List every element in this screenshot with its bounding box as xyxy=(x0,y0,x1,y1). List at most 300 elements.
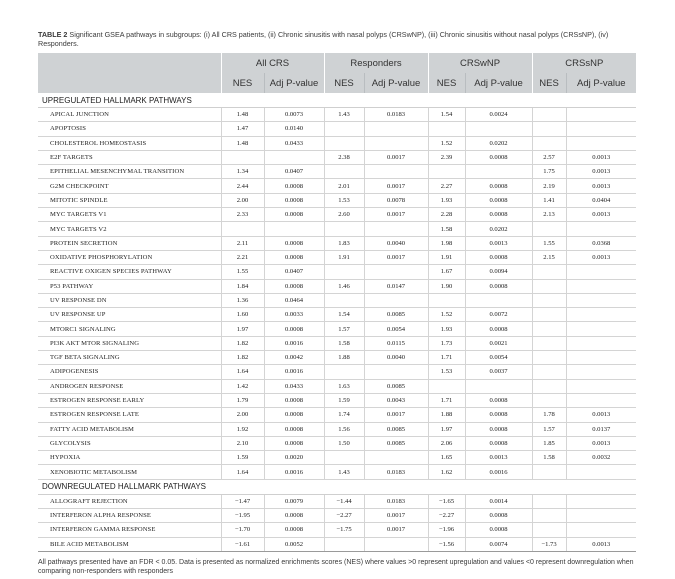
pathway-name: CHOLESTEROL HOMEOSTASIS xyxy=(38,136,221,150)
adj-p-cell xyxy=(264,150,324,164)
adj-p-cell xyxy=(566,122,636,136)
pathway-name: FATTY ACID METABOLISM xyxy=(38,422,221,436)
table-row xyxy=(38,136,636,150)
nes-cell: 1.74 xyxy=(324,408,364,422)
nes-cell: 1.73 xyxy=(428,336,465,350)
nes-cell xyxy=(532,351,566,365)
nes-cell: −2.27 xyxy=(324,509,364,523)
adj-p-cell: 0.0008 xyxy=(465,208,532,222)
subheader-nes: NES xyxy=(532,73,566,93)
table-row xyxy=(38,351,636,365)
pathway-name: MITOTIC SPINDLE xyxy=(38,193,221,207)
adj-p-cell: 0.0073 xyxy=(264,108,324,122)
table-row xyxy=(38,379,636,393)
nes-cell: 1.59 xyxy=(324,393,364,407)
adj-p-cell: 0.0013 xyxy=(566,537,636,551)
nes-cell: 2.27 xyxy=(428,179,465,193)
table-row xyxy=(38,465,636,479)
adj-p-cell: 0.0008 xyxy=(465,422,532,436)
table-row xyxy=(38,336,636,350)
adj-p-cell: 0.0183 xyxy=(364,108,428,122)
adj-p-cell xyxy=(364,537,428,551)
adj-p-cell xyxy=(264,222,324,236)
pathway-name: APICAL JUNCTION xyxy=(38,108,221,122)
table-row xyxy=(38,322,636,336)
nes-cell xyxy=(532,222,566,236)
nes-cell: 1.91 xyxy=(428,250,465,264)
adj-p-cell xyxy=(566,279,636,293)
adj-p-cell: 0.0407 xyxy=(264,165,324,179)
nes-cell xyxy=(428,379,465,393)
nes-cell: 1.82 xyxy=(221,336,264,350)
adj-p-cell: 0.0017 xyxy=(364,150,428,164)
nes-cell: 2.10 xyxy=(221,436,264,450)
adj-p-cell: 0.0008 xyxy=(465,279,532,293)
pathway-name: G2M CHECKPOINT xyxy=(38,179,221,193)
nes-cell: 1.60 xyxy=(221,308,264,322)
adj-p-cell: 0.0021 xyxy=(465,336,532,350)
adj-p-cell: 0.0140 xyxy=(264,122,324,136)
pathway-name: XENOBIOTIC METABOLISM xyxy=(38,465,221,479)
nes-cell xyxy=(324,165,364,179)
nes-cell xyxy=(532,379,566,393)
table-row xyxy=(38,250,636,264)
adj-p-cell xyxy=(465,293,532,307)
adj-p-cell: 0.0137 xyxy=(566,422,636,436)
nes-cell: 1.67 xyxy=(428,265,465,279)
adj-p-cell: 0.0017 xyxy=(364,523,428,537)
nes-cell: 1.63 xyxy=(324,379,364,393)
adj-p-cell: 0.0008 xyxy=(264,193,324,207)
adj-p-cell xyxy=(566,293,636,307)
adj-p-cell xyxy=(364,293,428,307)
nes-cell: −2.27 xyxy=(428,509,465,523)
nes-cell xyxy=(221,150,264,164)
nes-cell xyxy=(428,165,465,179)
pathway-name: MTORC1 SIGNALING xyxy=(38,322,221,336)
nes-cell: 1.50 xyxy=(324,436,364,450)
adj-p-cell xyxy=(364,265,428,279)
gsea-table xyxy=(38,53,636,552)
table-row xyxy=(38,308,636,322)
subheader-adj-p: Adj P-value xyxy=(264,73,324,93)
pathway-name: MYC TARGETS V2 xyxy=(38,222,221,236)
adj-p-cell xyxy=(566,265,636,279)
nes-cell: 1.43 xyxy=(324,465,364,479)
adj-p-cell xyxy=(364,365,428,379)
nes-cell xyxy=(324,451,364,465)
adj-p-cell: 0.0017 xyxy=(364,179,428,193)
table-row xyxy=(38,451,636,465)
nes-cell: 1.97 xyxy=(428,422,465,436)
nes-cell: 2.15 xyxy=(532,250,566,264)
table-row xyxy=(38,208,636,222)
nes-cell: 1.58 xyxy=(324,336,364,350)
adj-p-cell: 0.0008 xyxy=(264,208,324,222)
nes-cell: 1.64 xyxy=(221,365,264,379)
nes-cell: 1.88 xyxy=(324,351,364,365)
group-header-all-crs: All CRS xyxy=(221,53,324,73)
pathway-name: INTERFERON ALPHA RESPONSE xyxy=(38,509,221,523)
nes-cell: 2.19 xyxy=(532,179,566,193)
adj-p-cell xyxy=(566,465,636,479)
adj-p-cell: 0.0017 xyxy=(364,509,428,523)
adj-p-cell xyxy=(566,351,636,365)
nes-cell: 1.57 xyxy=(324,322,364,336)
adj-p-cell: 0.0013 xyxy=(566,179,636,193)
adj-p-cell: 0.0043 xyxy=(364,393,428,407)
adj-p-cell: 0.0433 xyxy=(264,379,324,393)
adj-p-cell: 0.0079 xyxy=(264,494,324,508)
adj-p-cell: 0.0407 xyxy=(264,265,324,279)
adj-p-cell xyxy=(465,122,532,136)
nes-cell: 1.52 xyxy=(428,308,465,322)
adj-p-cell xyxy=(566,322,636,336)
nes-cell xyxy=(221,222,264,236)
pathway-name: ESTROGEN RESPONSE LATE xyxy=(38,408,221,422)
adj-p-cell xyxy=(465,379,532,393)
adj-p-cell: 0.0040 xyxy=(364,351,428,365)
adj-p-cell: 0.0013 xyxy=(465,451,532,465)
subheader-nes: NES xyxy=(324,73,364,93)
table-footnote: All pathways presented have an FDR < 0.05. Data is presented as normalized enrichments scores (NES) where values >0 represent upregulation and values <0 represent downregulation when comparing non-responders with responders xyxy=(38,558,634,576)
adj-p-cell: 0.0037 xyxy=(465,365,532,379)
pathway-name: GLYCOLYSIS xyxy=(38,436,221,450)
nes-cell: 1.90 xyxy=(428,279,465,293)
table-row xyxy=(38,193,636,207)
nes-cell: 1.54 xyxy=(428,108,465,122)
pathway-name: ESTROGEN RESPONSE EARLY xyxy=(38,393,221,407)
nes-cell: 1.52 xyxy=(428,136,465,150)
adj-p-cell xyxy=(566,379,636,393)
nes-cell: 1.56 xyxy=(324,422,364,436)
pathway-name: PI3K AKT MTOR SIGNALING xyxy=(38,336,221,350)
nes-cell xyxy=(324,136,364,150)
nes-cell: 2.60 xyxy=(324,208,364,222)
adj-p-cell: 0.0008 xyxy=(465,179,532,193)
nes-cell: −1.95 xyxy=(221,509,264,523)
adj-p-cell: 0.0115 xyxy=(364,336,428,350)
adj-p-cell: 0.0085 xyxy=(364,422,428,436)
nes-cell xyxy=(324,293,364,307)
group-header-crswnp: CRSwNP xyxy=(428,53,532,73)
adj-p-cell: 0.0008 xyxy=(264,179,324,193)
table-row xyxy=(38,537,636,551)
nes-cell: 2.28 xyxy=(428,208,465,222)
table-body xyxy=(38,93,636,551)
nes-cell: 2.01 xyxy=(324,179,364,193)
adj-p-cell: 0.0017 xyxy=(364,408,428,422)
pathway-name: EPITHELIAL MESENCHYMAL TRANSITION xyxy=(38,165,221,179)
nes-cell: 1.71 xyxy=(428,351,465,365)
table-row xyxy=(38,393,636,407)
nes-cell: 1.47 xyxy=(221,122,264,136)
nes-cell xyxy=(532,523,566,537)
pathway-name: REACTIVE OXIGEN SPECIES PATHWAY xyxy=(38,265,221,279)
nes-cell: −1.47 xyxy=(221,494,264,508)
adj-p-cell xyxy=(364,165,428,179)
adj-p-cell: 0.0008 xyxy=(465,393,532,407)
pathway-name: MYC TARGETS V1 xyxy=(38,208,221,222)
nes-cell: 1.79 xyxy=(221,393,264,407)
adj-p-cell: 0.0008 xyxy=(264,322,324,336)
pathway-name: ADIPOGENESIS xyxy=(38,365,221,379)
header-blank xyxy=(38,53,221,73)
adj-p-cell: 0.0016 xyxy=(264,336,324,350)
nes-cell: −1.61 xyxy=(221,537,264,551)
nes-cell: 2.00 xyxy=(221,193,264,207)
adj-p-cell: 0.0085 xyxy=(364,379,428,393)
section-header-row xyxy=(38,93,636,108)
nes-cell xyxy=(532,108,566,122)
nes-cell: −1.44 xyxy=(324,494,364,508)
adj-p-cell xyxy=(364,122,428,136)
adj-p-cell: 0.0024 xyxy=(465,108,532,122)
nes-cell: 1.48 xyxy=(221,108,264,122)
pathway-name: OXIDATIVE PHOSPHORYLATION xyxy=(38,250,221,264)
adj-p-cell xyxy=(566,509,636,523)
nes-cell xyxy=(532,465,566,479)
nes-cell: 1.65 xyxy=(428,451,465,465)
group-header-responders: Responders xyxy=(324,53,428,73)
table-row xyxy=(38,122,636,136)
group-header-crssnp: CRSsNP xyxy=(532,53,636,73)
pathway-name: ALLOGRAFT REJECTION xyxy=(38,494,221,508)
table-page xyxy=(38,30,636,577)
adj-p-cell xyxy=(566,222,636,236)
nes-cell xyxy=(532,365,566,379)
adj-p-cell: 0.0054 xyxy=(364,322,428,336)
adj-p-cell xyxy=(364,136,428,150)
nes-cell: −1.70 xyxy=(221,523,264,537)
table-row xyxy=(38,236,636,250)
adj-p-cell xyxy=(566,393,636,407)
nes-cell: 1.82 xyxy=(221,351,264,365)
pathway-name: UV RESPONSE DN xyxy=(38,293,221,307)
adj-p-cell: 0.0202 xyxy=(465,136,532,150)
adj-p-cell xyxy=(566,494,636,508)
nes-cell xyxy=(532,136,566,150)
adj-p-cell xyxy=(465,165,532,179)
adj-p-cell: 0.0016 xyxy=(465,465,532,479)
table-caption-label: TABLE 2 xyxy=(38,30,68,39)
nes-cell: −1.75 xyxy=(324,523,364,537)
nes-cell: 1.36 xyxy=(221,293,264,307)
adj-p-cell: 0.0013 xyxy=(566,150,636,164)
table-row xyxy=(38,179,636,193)
nes-cell xyxy=(532,279,566,293)
nes-cell: 2.00 xyxy=(221,408,264,422)
nes-cell: 2.39 xyxy=(428,150,465,164)
adj-p-cell: 0.0033 xyxy=(264,308,324,322)
nes-cell xyxy=(532,336,566,350)
nes-cell: 1.98 xyxy=(428,236,465,250)
pathway-name: ANDROGEN RESPONSE xyxy=(38,379,221,393)
section-title: DOWNREGULATED HALLMARK PATHWAYS xyxy=(38,479,636,494)
nes-cell xyxy=(324,222,364,236)
adj-p-cell: 0.0008 xyxy=(264,523,324,537)
pathway-name: PROTEIN SECRETION xyxy=(38,236,221,250)
nes-cell: 2.13 xyxy=(532,208,566,222)
nes-cell: 1.42 xyxy=(221,379,264,393)
adj-p-cell: 0.0017 xyxy=(364,208,428,222)
adj-p-cell xyxy=(364,451,428,465)
nes-cell: 1.75 xyxy=(532,165,566,179)
adj-p-cell: 0.0183 xyxy=(364,494,428,508)
adj-p-cell: 0.0013 xyxy=(566,250,636,264)
table-row xyxy=(38,108,636,122)
table-row xyxy=(38,422,636,436)
nes-cell: 1.92 xyxy=(221,422,264,436)
nes-cell xyxy=(428,293,465,307)
nes-cell: 1.71 xyxy=(428,393,465,407)
nes-cell: 1.55 xyxy=(221,265,264,279)
nes-cell: 1.58 xyxy=(532,451,566,465)
adj-p-cell: 0.0008 xyxy=(264,250,324,264)
adj-p-cell: 0.0085 xyxy=(364,436,428,450)
nes-cell: −1.56 xyxy=(428,537,465,551)
group-header-row xyxy=(38,53,636,73)
nes-cell xyxy=(532,293,566,307)
nes-cell xyxy=(532,122,566,136)
subheader-nes: NES xyxy=(221,73,264,93)
adj-p-cell: 0.0147 xyxy=(364,279,428,293)
adj-p-cell xyxy=(566,365,636,379)
adj-p-cell: 0.0008 xyxy=(465,523,532,537)
pathway-name: E2F TARGETS xyxy=(38,150,221,164)
section-header-row xyxy=(38,479,636,494)
adj-p-cell: 0.0016 xyxy=(264,465,324,479)
table-caption-text: Significant GSEA pathways in subgroups: (i) All CRS patients, (ii) Chronic sinusitis with nasal polyps (CRSwNP), (iii) Chronic sinusitis without nasal polyps (CRSsNP), (iv) Responders. xyxy=(38,30,609,48)
nes-cell: 2.57 xyxy=(532,150,566,164)
adj-p-cell xyxy=(566,108,636,122)
pathway-name: INTERFERON GAMMA RESPONSE xyxy=(38,523,221,537)
pathway-name: BILE ACID METABOLISM xyxy=(38,537,221,551)
nes-cell: −1.65 xyxy=(428,494,465,508)
table-row xyxy=(38,293,636,307)
adj-p-cell: 0.0183 xyxy=(364,465,428,479)
adj-p-cell: 0.0464 xyxy=(264,293,324,307)
adj-p-cell: 0.0008 xyxy=(465,193,532,207)
adj-p-cell: 0.0094 xyxy=(465,265,532,279)
subheader-row xyxy=(38,73,636,93)
adj-p-cell: 0.0013 xyxy=(566,208,636,222)
table-row xyxy=(38,265,636,279)
nes-cell: 1.46 xyxy=(324,279,364,293)
adj-p-cell: 0.0052 xyxy=(264,537,324,551)
pathway-name: TGF BETA SIGNALING xyxy=(38,351,221,365)
nes-cell: 1.54 xyxy=(324,308,364,322)
subheader-adj-p: Adj P-value xyxy=(364,73,428,93)
nes-cell: 1.53 xyxy=(428,365,465,379)
nes-cell xyxy=(428,122,465,136)
adj-p-cell: 0.0008 xyxy=(465,150,532,164)
adj-p-cell: 0.0013 xyxy=(566,165,636,179)
nes-cell: 1.83 xyxy=(324,236,364,250)
adj-p-cell: 0.0013 xyxy=(566,408,636,422)
nes-cell xyxy=(324,537,364,551)
adj-p-cell: 0.0042 xyxy=(264,351,324,365)
adj-p-cell: 0.0085 xyxy=(364,308,428,322)
adj-p-cell: 0.0032 xyxy=(566,451,636,465)
nes-cell: 1.88 xyxy=(428,408,465,422)
adj-p-cell: 0.0017 xyxy=(364,250,428,264)
adj-p-cell: 0.0040 xyxy=(364,236,428,250)
adj-p-cell: 0.0072 xyxy=(465,308,532,322)
nes-cell: 1.93 xyxy=(428,322,465,336)
table-row xyxy=(38,436,636,450)
nes-cell: 1.58 xyxy=(428,222,465,236)
adj-p-cell: 0.0014 xyxy=(465,494,532,508)
subheader-blank xyxy=(38,73,221,93)
subheader-adj-p: Adj P-value xyxy=(566,73,636,93)
adj-p-cell: 0.0008 xyxy=(465,322,532,336)
table-row xyxy=(38,165,636,179)
adj-p-cell: 0.0020 xyxy=(264,451,324,465)
nes-cell: 2.21 xyxy=(221,250,264,264)
adj-p-cell: 0.0368 xyxy=(566,236,636,250)
nes-cell: −1.73 xyxy=(532,537,566,551)
nes-cell xyxy=(324,265,364,279)
nes-cell xyxy=(324,365,364,379)
nes-cell: 1.57 xyxy=(532,422,566,436)
adj-p-cell: 0.0008 xyxy=(465,250,532,264)
nes-cell xyxy=(532,393,566,407)
nes-cell: 2.33 xyxy=(221,208,264,222)
adj-p-cell: 0.0008 xyxy=(264,279,324,293)
adj-p-cell: 0.0008 xyxy=(465,408,532,422)
nes-cell: 1.64 xyxy=(221,465,264,479)
adj-p-cell: 0.0008 xyxy=(465,509,532,523)
nes-cell: 1.43 xyxy=(324,108,364,122)
nes-cell xyxy=(532,494,566,508)
table-row xyxy=(38,523,636,537)
nes-cell: 1.55 xyxy=(532,236,566,250)
adj-p-cell xyxy=(566,336,636,350)
adj-p-cell: 0.0008 xyxy=(264,236,324,250)
nes-cell xyxy=(532,308,566,322)
nes-cell: −1.96 xyxy=(428,523,465,537)
nes-cell: 1.41 xyxy=(532,193,566,207)
nes-cell: 1.53 xyxy=(324,193,364,207)
nes-cell: 2.38 xyxy=(324,150,364,164)
nes-cell xyxy=(532,509,566,523)
table-row xyxy=(38,279,636,293)
adj-p-cell: 0.0013 xyxy=(566,436,636,450)
pathway-name: APOPTOSIS xyxy=(38,122,221,136)
adj-p-cell xyxy=(566,523,636,537)
subheader-adj-p: Adj P-value xyxy=(465,73,532,93)
adj-p-cell xyxy=(566,136,636,150)
adj-p-cell xyxy=(566,308,636,322)
nes-cell: 1.93 xyxy=(428,193,465,207)
adj-p-cell: 0.0008 xyxy=(264,422,324,436)
nes-cell: 1.91 xyxy=(324,250,364,264)
table-row xyxy=(38,408,636,422)
pathway-name: UV RESPONSE UP xyxy=(38,308,221,322)
nes-cell: 1.84 xyxy=(221,279,264,293)
nes-cell: 1.62 xyxy=(428,465,465,479)
nes-cell: 1.34 xyxy=(221,165,264,179)
adj-p-cell: 0.0078 xyxy=(364,193,428,207)
pathway-name: P53 PATHWAY xyxy=(38,279,221,293)
nes-cell xyxy=(532,322,566,336)
adj-p-cell: 0.0202 xyxy=(465,222,532,236)
section-title: UPREGULATED HALLMARK PATHWAYS xyxy=(38,93,636,108)
table-row xyxy=(38,222,636,236)
table-row xyxy=(38,150,636,164)
adj-p-cell: 0.0008 xyxy=(264,408,324,422)
